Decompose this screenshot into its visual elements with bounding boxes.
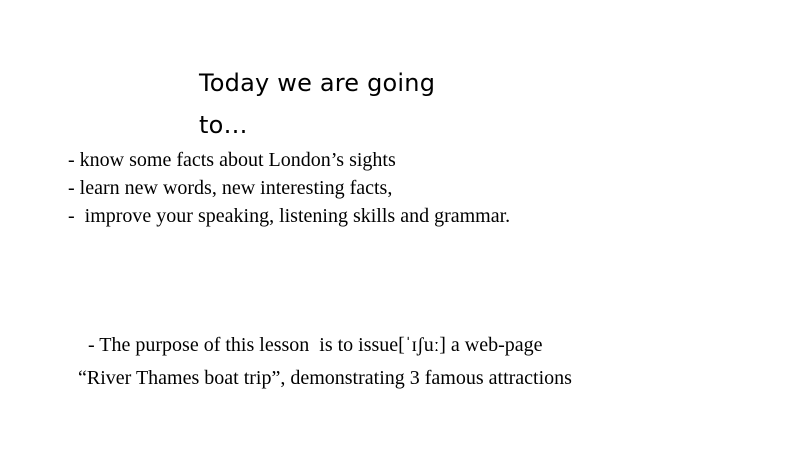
goal-item-skills: - improve your speaking, listening skills and grammar. bbox=[68, 205, 511, 227]
title-line-2: to… bbox=[199, 111, 248, 139]
goals-list bbox=[68, 146, 510, 230]
goal-item-facts: - know some facts about London’s sights bbox=[68, 149, 396, 171]
title-line-1: Today we are going bbox=[199, 69, 436, 97]
lesson-purpose bbox=[78, 329, 572, 395]
purpose-line-2: “River Thames boat trip”, demonstrating 3 famous attractions bbox=[78, 367, 572, 389]
goal-item-words: - learn new words, new interesting facts, bbox=[68, 177, 393, 199]
purpose-line-1: - The purpose of this lesson is to issue[ˈɪʃuː] a web-page bbox=[78, 334, 543, 356]
slide-title bbox=[199, 62, 499, 146]
